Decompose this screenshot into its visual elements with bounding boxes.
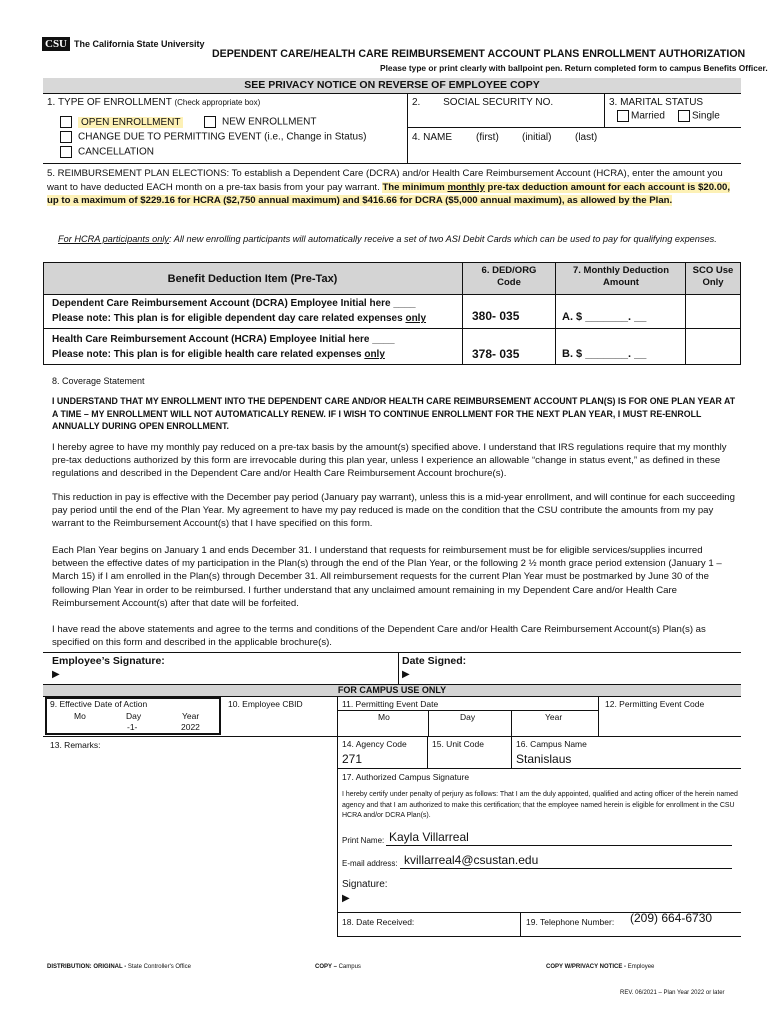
campus-signature-field[interactable]: [360, 890, 730, 908]
date-received-field[interactable]: [420, 914, 516, 932]
dcra-item-line2: Please note: This plan is for eligible dependent day care related expenses only: [52, 313, 427, 324]
certification-text: I hereby certify under penalty of perjury as follows: That I am the duly appointed, qualified and acting officer of the herein named agency and that I am authorized to make this certification; that the employee named herein is eligible for enrollment in the CSU HCRA and/or DCRA Plan(s).: [342, 791, 738, 820]
print-name-value[interactable]: Kayla Villarreal: [389, 830, 469, 844]
campus-name-value[interactable]: Stanislaus: [516, 752, 572, 766]
hcra-amount-input[interactable]: B. $ _______. __: [562, 348, 647, 360]
coverage-statement-label: 8. Coverage Statement: [52, 376, 145, 386]
option-open-enrollment[interactable]: [60, 116, 183, 128]
col-header-monthly-amount: 7. Monthly Deduction Amount: [572, 265, 670, 288]
hcra-ded-code: 378- 035: [472, 347, 520, 361]
name-input[interactable]: [412, 145, 737, 161]
change-permitting-checkbox[interactable]: [60, 131, 72, 143]
name-last-hint: (last): [575, 132, 598, 143]
hcra-participants-note: For HCRA participants only: All new enrolling participants will automatically receive a set of two ASI Debit Cards which can be used to pay for qualifying expenses.: [58, 234, 717, 244]
plan-elections-text: 5. REIMBURSEMENT PLAN ELECTIONS: To establish a Dependent Care (DCRA) and/or Health Care Reimbursement Account (HCRA), enter the amount you want to have deducted EACH month on a pre-tax basis from your pay warrant. The minimum monthly pre-tax deduction amount for each account is $20.00, up to a maximum of $229.16 for HCRA ($2,750 annual maximum) and $416.66 for DCRA ($5,000 annual maximum), as allowed by the Plan.: [47, 168, 731, 207]
new-enrollment-label: NEW ENROLLMENT: [222, 116, 317, 128]
dcra-amount-input[interactable]: A. $ _______. __: [562, 311, 647, 323]
csu-logo-name: The California State University: [74, 39, 205, 49]
col-header-sco-use: SCO Use Only: [692, 265, 734, 288]
marital-status-label: 3. MARITAL STATUS: [609, 97, 704, 108]
name-first-hint: (first): [476, 132, 499, 143]
open-enrollment-label: OPEN ENROLLMENT: [78, 117, 183, 128]
name-initial-hint: (initial): [522, 132, 552, 143]
revision-note: REV. 06/2021 – Plan Year 2022 or later: [620, 990, 725, 996]
col-header-benefit-item: Benefit Deduction Item (Pre-Tax): [167, 273, 338, 285]
option-new-enrollment[interactable]: [204, 116, 316, 128]
campus-signature-arrow-icon: ▶: [342, 893, 350, 904]
csu-logo-mark: CSU: [42, 37, 70, 51]
permitting-event-date-label: 11. Permitting Event Date: [342, 699, 439, 709]
telephone-value[interactable]: (209) 664-6730: [630, 911, 713, 925]
marital-married-option[interactable]: Married: [617, 110, 665, 122]
cancellation-label: CANCELLATION: [78, 146, 154, 158]
new-enrollment-checkbox[interactable]: [204, 116, 216, 128]
effective-date-day-label: Day: [126, 711, 142, 721]
date-signed-arrow-icon: ▶: [402, 669, 410, 680]
col-header-ded-org-code: 6. DED/ORG Code: [481, 265, 537, 288]
email-value[interactable]: kvillarreal4@csustan.edu: [404, 853, 539, 867]
telephone-label: 19. Telephone Number:: [526, 917, 615, 927]
date-signed-field[interactable]: [420, 666, 730, 682]
effective-date-label: 9. Effective Date of Action: [50, 699, 148, 709]
open-enrollment-checkbox[interactable]: [60, 116, 72, 128]
employee-signature-label: Employee’s Signature:: [52, 655, 165, 667]
single-checkbox[interactable]: [678, 110, 690, 122]
table-row: [52, 332, 460, 362]
effective-date-year-label: Year: [182, 711, 200, 721]
date-signed-label: Date Signed:: [402, 655, 467, 667]
distribution-original: DISTRIBUTION: ORIGINAL - State Controller's Office: [47, 964, 191, 970]
employee-signature-field[interactable]: [70, 666, 390, 682]
change-permitting-label: CHANGE DUE TO PERMITTING EVENT (i.e., Change in Status): [78, 131, 367, 143]
print-name-label: Print Name:: [342, 836, 385, 845]
campus-use-banner: FOR CAMPUS USE ONLY: [43, 684, 741, 696]
married-checkbox[interactable]: [617, 110, 629, 122]
remarks-label: 13. Remarks:: [50, 740, 101, 750]
employee-signature-arrow-icon: ▶: [52, 669, 60, 680]
distribution-copy-employee: COPY W/PRIVACY NOTICE - Employee: [546, 964, 655, 970]
form-instructions: Please type or print clearly with ballpoint pen. Return completed form to campus Benefits Officer.: [380, 63, 768, 73]
authorized-signature-label: 17. Authorized Campus Signature: [342, 772, 470, 782]
employee-cbid-label: 10. Employee CBID: [228, 699, 303, 709]
hcra-item-line2: Please note: This plan is for eligible health care related expenses only: [52, 349, 385, 360]
effective-date-year-value[interactable]: 2022: [181, 722, 200, 732]
agreement-paragraph-2: This reduction in pay is effective with the December pay period (January pay warrant), unless this is a mid-year enrollment, and will continue for each succeeding pay period until the end of the Plan Year. My agreement to have my pay reduced is made on the condition that the CSU contribute the amounts from my pay warrant to the Reimbursement Account(s) that I have specified on this form.: [52, 492, 735, 530]
hcra-item-line1: Health Care Reimbursement Account (HCRA) Employee Initial here ____: [52, 334, 395, 345]
date-received-label: 18. Date Received:: [342, 917, 415, 927]
privacy-notice-banner: SEE PRIVACY NOTICE ON REVERSE OF EMPLOYEE COPY: [43, 78, 741, 93]
cancellation-checkbox[interactable]: [60, 146, 72, 158]
dcra-item-line1: Dependent Care Reimbursement Account (DCRA) Employee Initial here ____: [52, 298, 416, 309]
ssn-input[interactable]: [412, 110, 600, 125]
campus-signature-label: Signature:: [342, 879, 388, 890]
effective-date-day-value[interactable]: -1-: [127, 722, 138, 732]
agreement-paragraph-4: I have read the above statements and agree to the terms and conditions of the Dependent Care and/or Health Care Reimbursement Account(s) Plan(s) as specified on this form and described in the applicable brochure(s).: [52, 624, 706, 649]
form-title: DEPENDENT CARE/HEALTH CARE REIMBURSEMENT ACCOUNT PLANS ENROLLMENT AUTHORIZATION: [212, 48, 746, 60]
marital-single-option[interactable]: Single: [678, 110, 720, 122]
type-of-enrollment-label: 1. TYPE OF ENROLLMENT (Check appropriate box): [47, 97, 261, 108]
email-label: E-mail address:: [342, 859, 398, 868]
dcra-ded-code: 380- 035: [472, 309, 520, 323]
permitting-event-code-label: 12. Permitting Event Code: [605, 699, 705, 709]
campus-name-label: 16. Campus Name: [516, 739, 587, 749]
distribution-copy-campus: COPY – Campus: [315, 964, 361, 970]
option-cancellation[interactable]: [60, 146, 154, 158]
agreement-paragraph-1: I hereby agree to have my monthly pay reduced on a pre-tax basis by the amount(s) specified above. I understand that IRS regulations require that my monthly pre-tax deductions authorized by this form are irrevocable during this plan year, unless I experience an allowable “change in status event,” as defined in these regulations and described in the Dependent Care and/or Health Care Reimbursement Account brochure(s).: [52, 442, 727, 480]
permitting-date-day-label: Day: [460, 712, 476, 722]
permitting-date-year-label: Year: [545, 712, 563, 722]
coverage-statement-bold: I UNDERSTAND THAT MY ENROLLMENT INTO THE DEPENDENT CARE AND/OR HEALTH CARE REIMBURSEMENT ACCOUNT PLAN(S) IS FOR ONE PLAN YEAR AT A TIME – MY ENROLLMENT WILL NOT AUTOMATICALLY RENEW. IF I WISH TO CONTINUE ENROLLMENT FOR THE NEXT PLAN YEAR, I MUST RE-ENROLL ANNUALLY DURING OPEN ENROLLMENT.: [52, 396, 736, 432]
table-row: [52, 296, 460, 326]
agency-code-label: 14. Agency Code: [342, 739, 407, 749]
agreement-paragraph-3: Each Plan Year begins on January 1 and ends December 31. I understand that requests for reimbursement must be for eligible services/supplies incurred between the effective dates of my participation in the Plan(s) through the end of the Plan Year, or the following 2 ½ month grace period extension (January 1 – March 15) if I am enrolled in the Plan(s) through December 31. All reimbursement requests for the current Plan Year must be postmarked by June 30 of the following Plan Year in order to be reimbursed. I further understand that any unclaimed amount remaining in my Dependent Care and/or Health Care Reimbursement Account(s) after that date will be forfeited.: [52, 545, 722, 609]
ssn-label: 2. SOCIAL SECURITY NO.: [412, 97, 554, 108]
agency-code-value[interactable]: 271: [342, 752, 363, 766]
option-change-permitting-event[interactable]: [60, 131, 366, 143]
unit-code-label: 15. Unit Code: [432, 739, 484, 749]
permitting-date-mo-label: Mo: [378, 712, 390, 722]
remarks-field[interactable]: [50, 752, 330, 932]
effective-date-mo-label: Mo: [74, 711, 86, 721]
csu-logo: [42, 37, 205, 51]
name-label: 4. NAME: [412, 132, 453, 143]
